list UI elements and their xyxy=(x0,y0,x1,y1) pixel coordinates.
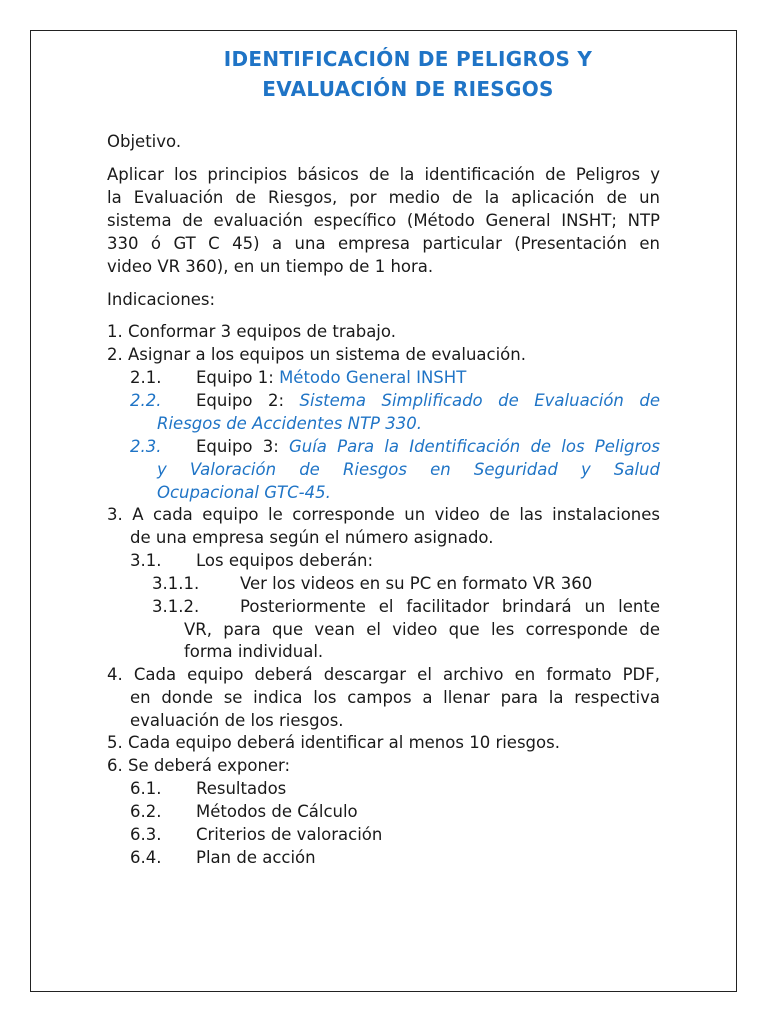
list-item-6-1-number: 6.1. xyxy=(130,779,162,798)
title-line-1: IDENTIFICACIÓN DE PELIGROS Y xyxy=(223,47,593,71)
ntp-330-link[interactable]: Sistema Simplificado de Evaluación de xyxy=(299,391,660,410)
list-item-2-2-text: Equipo 2: xyxy=(196,391,300,410)
list-item-3-1-2-line-1: Posteriormente el facilitador brindará un lente xyxy=(240,597,660,616)
list-item-3-1-2-number: 3.1.2. xyxy=(152,597,200,616)
list-item-3-1-2-line-3: forma individual. xyxy=(184,642,324,661)
list-item-3-1-text: Los equipos deberán: xyxy=(196,551,374,570)
title-line-2: EVALUACIÓN DE RIESGOS xyxy=(262,77,554,101)
objetivo-line-3: sistema de evaluación específico (Método General INSHT; NTP xyxy=(107,211,660,230)
list-item-4-line-1: 4. Cada equipo deberá descargar el archivo en formato PDF, xyxy=(107,665,660,684)
list-item-3-line-1: 3. A cada equipo le corresponde un video de las instalaciones xyxy=(107,505,660,524)
list-item-4-line-3: evaluación de los riesgos. xyxy=(130,711,344,730)
list-item-2: 2. Asignar a los equipos un sistema de evaluación. xyxy=(107,345,526,364)
list-item-2-3-line-1 xyxy=(196,436,660,459)
list-item-3-1-1-text: Ver los videos en su PC en formato VR 360 xyxy=(240,574,593,593)
list-item-3-1-number: 3.1. xyxy=(130,551,162,570)
objetivo-line-4: 330 ó GT C 45) a una empresa particular (Presentación en xyxy=(107,234,660,253)
gtc-45-link-continued-2[interactable]: Ocupacional GTC-45. xyxy=(157,483,331,502)
list-item-6-4-text: Plan de acción xyxy=(196,848,316,867)
list-item-2-2-line-1 xyxy=(196,390,660,413)
list-item-6-3-number: 6.3. xyxy=(130,825,162,844)
list-item-2-2-number: 2.2. xyxy=(130,391,162,410)
list-item-6-1-text: Resultados xyxy=(196,779,287,798)
list-item-2-3-number: 2.3. xyxy=(130,437,162,456)
list-item-2-1-number: 2.1. xyxy=(130,368,162,387)
list-item-6-2-number: 6.2. xyxy=(130,802,162,821)
list-item-3-1-2-line-2: VR, para que vean el video que les corresponde de xyxy=(184,620,660,639)
list-item-2-1 xyxy=(196,367,466,390)
list-item-5: 5. Cada equipo deberá identificar al menos 10 riesgos. xyxy=(107,733,560,752)
objetivo-line-5: video VR 360), en un tiempo de 1 hora. xyxy=(107,257,434,276)
list-item-4-line-2: en donde se indica los campos a llenar para la respectiva xyxy=(130,688,660,707)
list-item-6-3-text: Criterios de valoración xyxy=(196,825,383,844)
list-item-2-3-text: Equipo 3: xyxy=(196,437,289,456)
list-item-6-4-number: 6.4. xyxy=(130,848,162,867)
list-item-6: 6. Se deberá exponer: xyxy=(107,756,291,775)
list-item-1: 1. Conformar 3 equipos de trabajo. xyxy=(107,322,396,341)
list-item-6-2-text: Métodos de Cálculo xyxy=(196,802,358,821)
list-item-3-line-2: de una empresa según el número asignado. xyxy=(130,528,494,547)
gtc-45-link[interactable]: Guía Para la Identificación de los Peligros xyxy=(288,437,660,456)
list-item-2-1-text: Equipo 1: xyxy=(196,368,280,387)
objetivo-line-1: Aplicar los principios básicos de la identificación de Peligros y xyxy=(107,165,660,184)
gtc-45-link-continued-1[interactable]: y Valoración de Riesgos en Seguridad y Salud xyxy=(157,460,660,479)
indicaciones-heading: Indicaciones: xyxy=(107,290,216,309)
list-item-3-1-1-number: 3.1.1. xyxy=(152,574,200,593)
objetivo-line-2: la Evaluación de Riesgos, por medio de la aplicación de un xyxy=(107,188,660,207)
method-insht-link[interactable]: Método General INSHT xyxy=(279,368,467,387)
ntp-330-link-continued[interactable]: Riesgos de Accidentes NTP 330. xyxy=(157,414,422,433)
objetivo-heading: Objetivo. xyxy=(107,132,182,151)
